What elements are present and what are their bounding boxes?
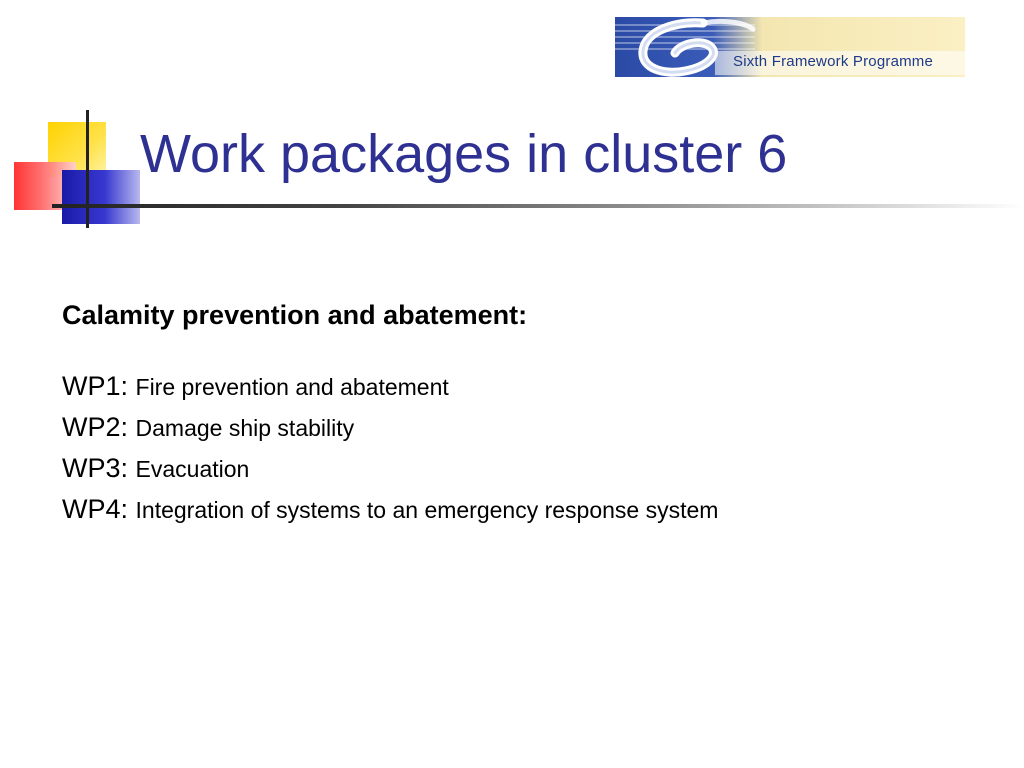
page-title: Work packages in cluster 6 <box>140 124 788 184</box>
blue-square <box>62 170 140 224</box>
wp-label: Fire prevention and abatement <box>135 374 449 400</box>
wp-code: WP4: <box>62 494 136 524</box>
wp-code: WP1: <box>62 371 136 401</box>
wp-code: WP3: <box>62 453 136 483</box>
list-item-wp2 <box>62 412 982 453</box>
wp-label: Damage ship stability <box>135 415 355 441</box>
horizontal-rule <box>52 204 1024 208</box>
wp-label: Integration of systems to an emergency response system <box>135 497 719 523</box>
list-item-wp4 <box>62 494 982 535</box>
wp-label: Evacuation <box>135 456 250 482</box>
decorative-squares-icon <box>0 100 160 240</box>
wp-code: WP2: <box>62 412 136 442</box>
list-item-wp1 <box>62 371 982 412</box>
list-item-wp3 <box>62 453 982 494</box>
logo-text: Sixth Framework Programme <box>733 53 934 70</box>
section-heading: Calamity prevention and abatement: <box>62 300 528 330</box>
content-body <box>62 300 982 535</box>
fp6-logo <box>615 17 965 77</box>
vertical-rule <box>86 110 89 228</box>
